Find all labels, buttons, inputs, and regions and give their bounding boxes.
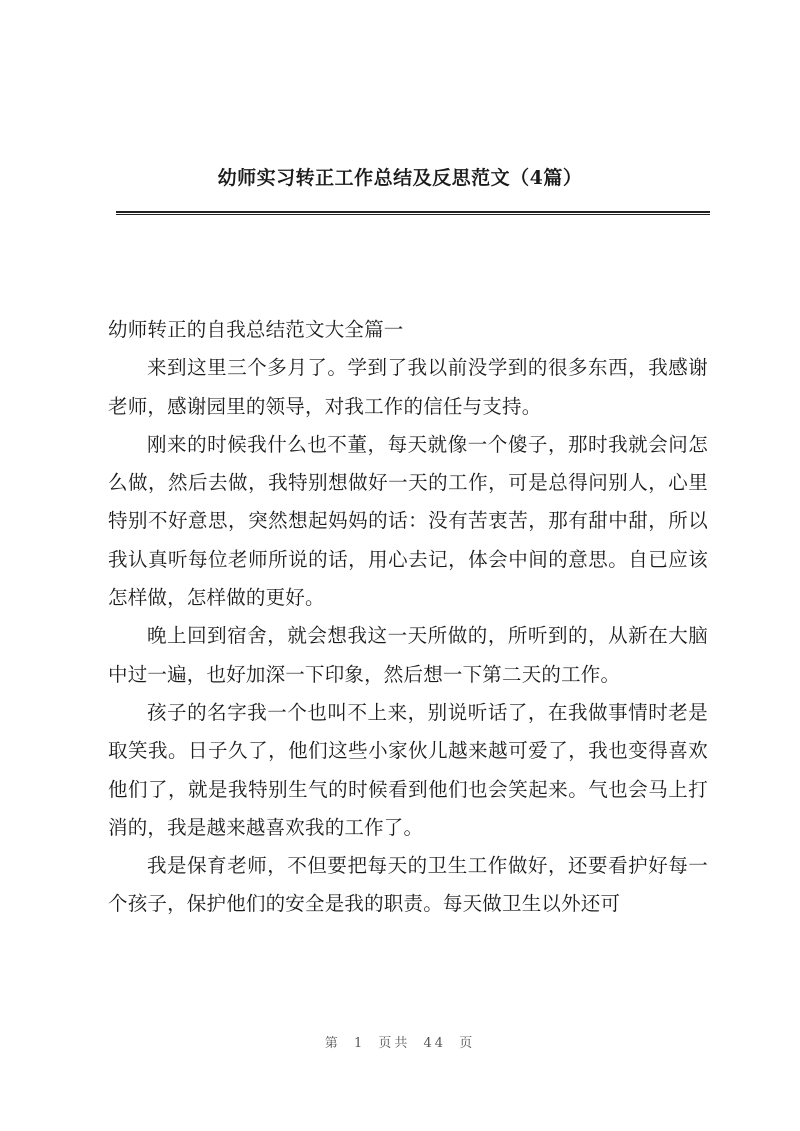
document-body bbox=[108, 311, 708, 924]
paragraph: 孩子的名字我一个也叫不上来，别说听话了，在我做事情时老是取笑我。日子久了，他们这些小家伙儿越来越可爱了，我也变得喜欢他们了，就是我特别生气的时候看到他们也会笑起来。气也会马上打消的，我是越来越喜欢我的工作了。 bbox=[108, 700, 708, 839]
section-heading: 幼师转正的自我总结范文大全篇一 bbox=[108, 318, 404, 341]
paragraph: 晚上回到宿舍，就会想我这一天所做的，所听到的，从新在大脑中过一遍，也好加深一下印象，然后想一下第二天的工作。 bbox=[108, 624, 708, 686]
title-underline bbox=[116, 211, 710, 215]
paragraph: 我是保育老师，不但要把每天的卫生工作做好，还要看护好每一个孩子，保护他们的安全是我的职责。每天做卫生以外还可 bbox=[108, 854, 708, 916]
footer-middle: 页共 bbox=[378, 1036, 411, 1051]
page-footer bbox=[0, 1032, 800, 1051]
footer-suffix: 页 bbox=[459, 1036, 476, 1051]
footer-total-pages: 44 bbox=[423, 1036, 447, 1051]
paragraph: 刚来的时候我什么也不董，每天就像一个傻子，那时我就会问怎么做，然后去做，我特别想做好一天的工作，可是总得问别人，心里特别不好意思，突然想起妈妈的话：没有苦衷苦，那有甜中甜，所以我认真听每位老师所说的话，用心去记，体会中间的意思。自已应该怎样做，怎样做的更好。 bbox=[108, 432, 708, 610]
footer-current-page: 1 bbox=[353, 1036, 366, 1051]
paragraph: 来到这里三个多月了。学到了我以前没学到的很多东西，我感谢老师，感谢园里的领导，对我工作的信任与支持。 bbox=[108, 356, 708, 418]
document-title: 幼师实习转正工作总结及反思范文（4篇） bbox=[217, 167, 583, 189]
footer-prefix: 第 bbox=[324, 1036, 341, 1051]
